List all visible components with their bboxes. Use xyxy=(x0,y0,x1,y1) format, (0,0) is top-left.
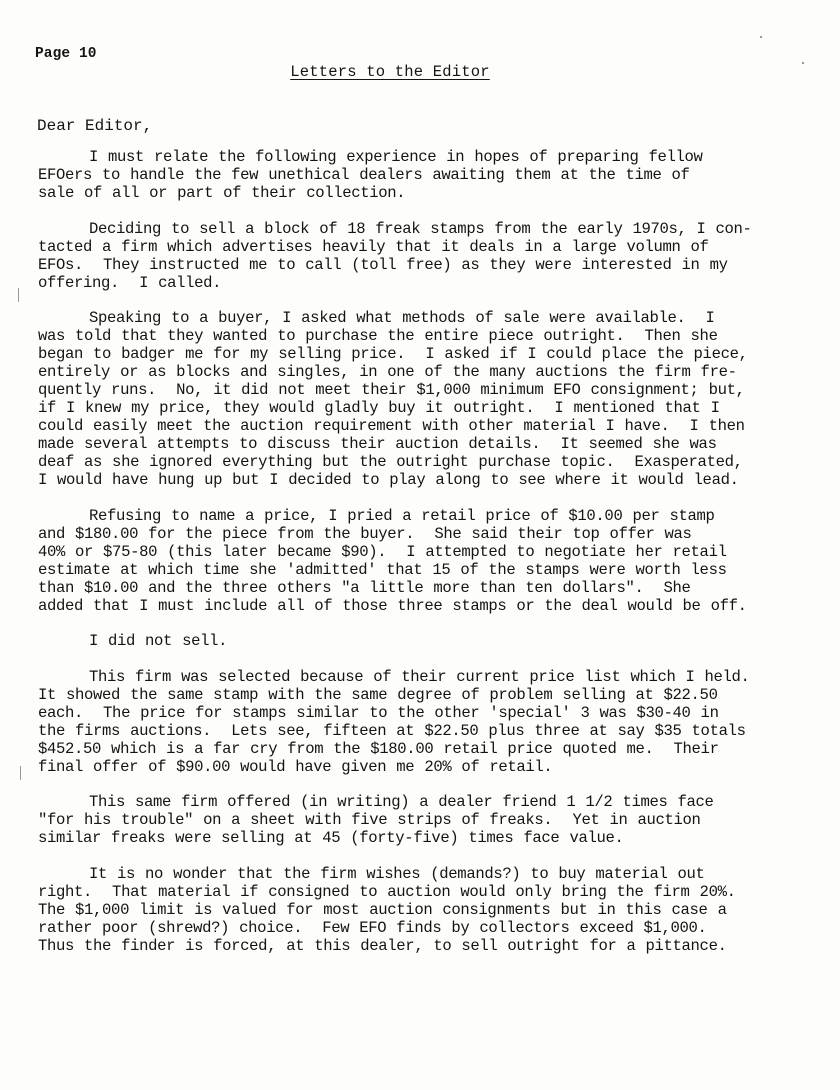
text-line: Speaking to a buyer, I asked what methods of sale were available. I xyxy=(89,309,715,327)
scan-mark xyxy=(18,288,19,302)
text-line: I must relate the following experience in hopes of preparing fellow xyxy=(89,148,703,166)
text-line: if I knew my price, they would gladly buy it outright. I mentioned that I xyxy=(38,399,720,417)
text-line: began to badger me for my selling price. I asked if I could place the piece, xyxy=(38,345,748,363)
paragraph xyxy=(38,632,828,650)
letter-body xyxy=(38,148,828,972)
text-line: I did not sell. xyxy=(89,632,228,650)
text-line: could easily meet the auction requirement with other material I have. I then xyxy=(38,417,745,435)
paragraph xyxy=(38,793,828,847)
scan-mark xyxy=(20,766,21,780)
text-line: Refusing to name a price, I pried a retail price of $10.00 per stamp xyxy=(89,506,715,525)
page-number: Page 10 xyxy=(35,46,97,62)
text-line: The $1,000 limit is valued for most auction consignments but in this case a xyxy=(38,900,727,919)
text-line: EFOers to handle the few unethical dealers awaiting them at the time of xyxy=(38,166,690,184)
text-line: was told that they wanted to purchase the entire piece outright. Then she xyxy=(38,327,718,345)
text-line: than $10.00 and the three others "a little more than ten dollars". She xyxy=(38,578,691,597)
text-line: made several attempts to discuss their auction details. It seemed she was xyxy=(38,435,717,453)
paragraph xyxy=(38,220,828,292)
text-line: 40% or $75-80 (this later became $90). I attempted to negotiate her retail xyxy=(38,542,727,561)
text-line: each. The price for stamps similar to the other 'special' 3 was $30-40 in xyxy=(38,703,719,722)
paragraph xyxy=(38,507,828,615)
salutation: Dear Editor, xyxy=(37,117,153,135)
text-line: estimate at which time she 'admitted' that 15 of the stamps were worth less xyxy=(38,560,727,579)
text-line: sale of all or part of their collection. xyxy=(38,184,406,202)
text-line: quently runs. No, it did not meet their $1,000 minimum EFO consignment; but, xyxy=(38,381,745,399)
text-line: EFOs. They instructed me to call (toll free) as they were interested in my xyxy=(38,255,728,274)
text-line: right. That material if consigned to auction would only bring the firm 20%. xyxy=(38,882,736,901)
text-line: $452.50 which is a far cry from the $180.00 retail price quoted me. Their xyxy=(38,739,719,758)
text-line: This firm was selected because of their current price list which I held. xyxy=(89,667,750,686)
text-line: I would have hung up but I decided to play along to see where it would lead. xyxy=(38,471,739,489)
paragraph xyxy=(38,148,828,202)
text-line: It showed the same stamp with the same degree of problem selling at $22.50 xyxy=(38,685,718,704)
text-line: offering. I called. xyxy=(38,273,222,292)
text-line: deaf as she ignored everything but the outright purchase topic. Exasperated, xyxy=(38,453,743,471)
text-line: final offer of $90.00 would have given me 20% of retail. xyxy=(38,757,553,776)
text-line: "for his trouble" on a sheet with five strips of freaks. Yet in auction xyxy=(38,811,701,829)
page-title: Letters to the Editor xyxy=(290,63,490,81)
paragraph xyxy=(38,865,828,955)
text-line: entirely or as blocks and singles, in one of the many auctions the firm fre- xyxy=(38,363,737,381)
scan-speck xyxy=(760,36,762,38)
text-line: added that I must include all of those three stamps or the deal would be off. xyxy=(38,596,747,615)
text-line: Thus the finder is forced, at this dealer, to sell outright for a pittance. xyxy=(38,936,727,955)
text-line: tacted a firm which advertises heavily that it deals in a large volumn of xyxy=(38,237,709,256)
text-line: rather poor (shrewd?) choice. Few EFO finds by collectors exceed $1,000. xyxy=(38,918,707,937)
text-line: It is no wonder that the firm wishes (demands?) to buy material out xyxy=(89,864,705,883)
text-line: similar freaks were selling at 45 (forty-five) times face value. xyxy=(38,829,624,847)
text-line: the firms auctions. Lets see, fifteen at $22.50 plus three at say $35 totals xyxy=(38,721,746,740)
text-line: This same firm offered (in writing) a dealer friend 1 1/2 times face xyxy=(89,793,714,811)
text-line: Deciding to sell a block of 18 freak stamps from the early 1970s, I con- xyxy=(89,219,752,238)
text-line: and $180.00 for the piece from the buyer. She said their top offer was xyxy=(38,524,692,543)
scan-speck xyxy=(802,62,804,64)
paragraph xyxy=(38,309,828,489)
paragraph xyxy=(38,668,828,776)
